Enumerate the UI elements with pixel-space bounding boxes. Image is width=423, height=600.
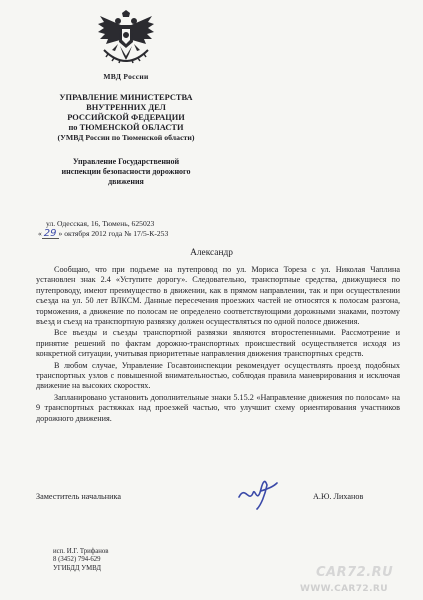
org-line: РОССИЙСКОЙ ФЕДЕРАЦИИ xyxy=(67,113,185,122)
dept-line: Управление Государственной xyxy=(72,157,180,166)
paragraph: Все въезды и съезды транспортной развязки являются второстепенными. Рассмотрение и принятие решений по фактам дорожно-транспортных происшествий осуществляется исходя из конкретной ситуации, учитывая приоритетные направления движения транспортных средств. xyxy=(36,328,400,359)
handwritten-signature xyxy=(235,475,279,511)
dept-line: инспекции безопасности дорожного xyxy=(61,167,191,176)
date-rest: октября 2012 года № 17/5-К-253 xyxy=(62,229,169,238)
greeting: Александр xyxy=(190,248,233,258)
letter-body xyxy=(36,265,400,425)
paragraph: Сообщаю, что при подъеме на путепровод по ул. Мориса Тореза с ул. Николая Чаплина установлен знак 2.4 «Уступите дорогу». Следовательно, транспортные средства, движущиеся по путепроводу, имеют преимущество в движении, как в прямом направлении, так и при осуществлении съезда на ул. 50 лет ВЛКСМ. Данные пересечения проезжих частей не относятся к полосам разгона, торможения, а движение по полосам не определено соответствующими дорожными знаками, поэтому въезд и съезд на транспортную развязку должен осуществляться по одной полосе движения. xyxy=(36,265,400,327)
organization-short-name: (УМВД России по Тюменской области) xyxy=(57,133,195,142)
date-quote-close: » xyxy=(58,229,63,238)
department-name xyxy=(38,157,214,187)
date-and-number xyxy=(38,229,168,239)
executor-line: УГИБДД УМВД xyxy=(53,564,102,572)
signer-title: Заместитель начальника xyxy=(36,492,122,501)
watermark-url: WWW.CAR72.RU xyxy=(300,584,388,594)
mvd-label: МВД России xyxy=(103,72,149,81)
watermark-brand: CAR72.RU xyxy=(316,565,394,580)
executor-line: 8 (3452) 794-629 xyxy=(53,556,101,564)
org-line: по ТЮМЕНСКОЙ ОБЛАСТИ xyxy=(68,123,184,132)
paragraph: В любом случае, Управление Госавтоинспекции рекомендует осуществлять проезд подобных транспортных узлов с повышенной внимательностью, соблюдая правила маневрирования и исключая движение на высоких скоростях. xyxy=(36,360,400,391)
paragraph: Запланировано установить дополнительные знаки 5.15.2 «Направление движения по полосам» на 9 транспортных растяжках над проезжей частью, что улучшит схему ориентирования участников дорожного движения. xyxy=(36,392,400,423)
org-line: УПРАВЛЕНИЕ МИНИСТЕРСТВА xyxy=(59,93,193,102)
double-headed-eagle-emblem-icon xyxy=(96,10,156,68)
letterhead xyxy=(38,10,214,187)
date-quote-open: « xyxy=(38,229,42,238)
address-line: ул. Одесская, 16, Тюмень, 625023 xyxy=(46,219,155,228)
dept-line: движения xyxy=(108,177,144,186)
org-line: ВНУТРЕННИХ ДЕЛ xyxy=(86,103,166,112)
handwritten-day: 29 xyxy=(43,228,57,239)
signer-name: А.Ю. Лиханов xyxy=(313,492,364,501)
organization-name xyxy=(38,93,214,133)
executor-line: исп. И.Г. Трифанов xyxy=(53,548,109,555)
executor-info xyxy=(53,548,108,573)
